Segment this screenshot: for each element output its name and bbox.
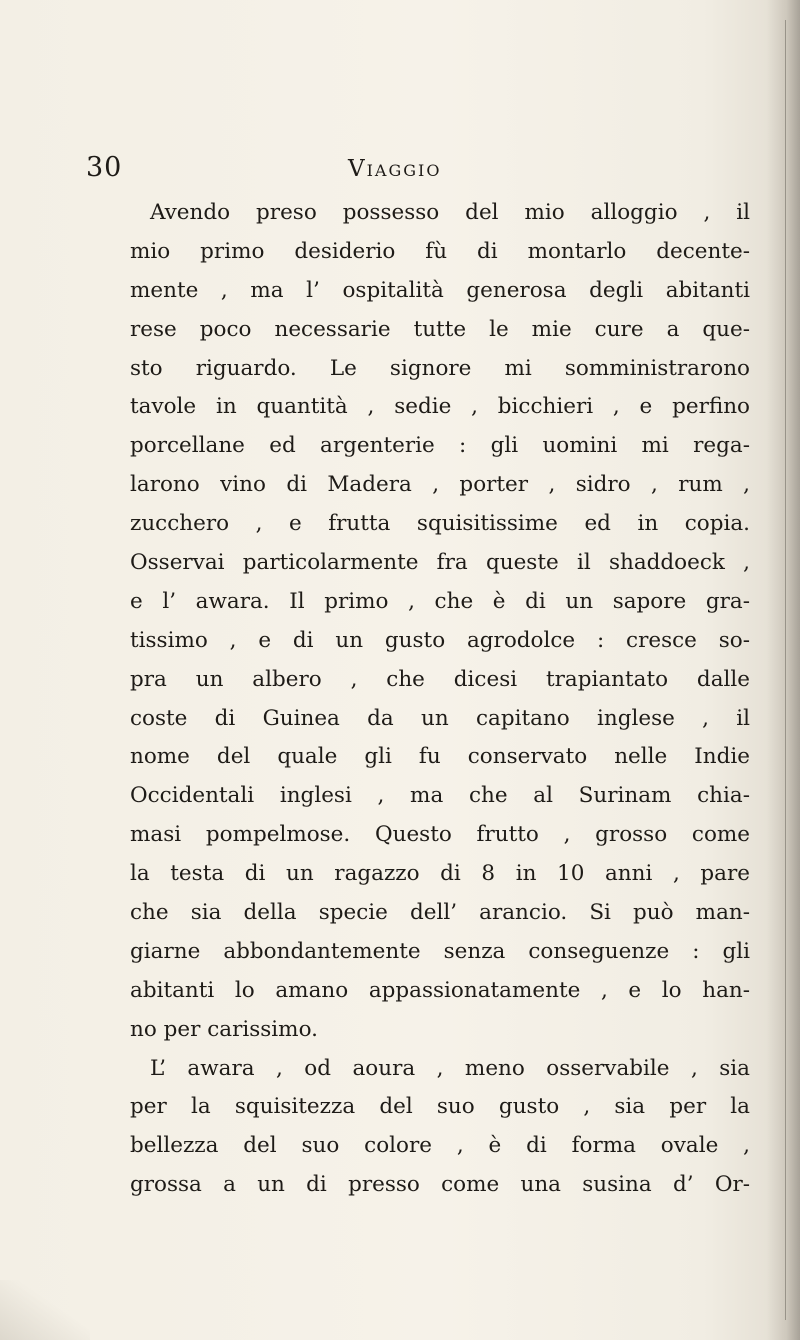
page-gutter-shadow	[766, 0, 800, 1340]
text-line: Avendo preso possesso del mio alloggio , il	[150, 200, 750, 225]
text-line: rese poco necessarie tutte le mie cure a que-	[130, 316, 750, 342]
paragraph-1	[130, 194, 750, 1050]
text-line: mente , ma l’ ospitalità generosa degli abitanti	[130, 277, 750, 303]
text-line: giarne abbondantemente senza conseguenze : gli	[130, 938, 750, 964]
text-line: L’ awara , od aoura , meno osservabile , sia	[150, 1055, 750, 1081]
text-line: la testa di un ragazzo di 8 in 10 anni , pare	[130, 861, 750, 887]
text-line: Osservai particolarmente fra queste il shaddoeck ,	[130, 550, 750, 576]
text-line: bellezza del suo colore , è di forma ovale ,	[130, 1133, 750, 1159]
running-head: Viaggio	[348, 156, 442, 182]
text-line: mio primo desiderio fù di montarlo decente-	[130, 238, 750, 264]
page-corner-shadow	[0, 1280, 90, 1340]
text-line: grossa a un di presso come una susina d’ Or-	[130, 1172, 750, 1198]
text-line: nome del quale gli fu conservato nelle Indie	[130, 744, 750, 770]
text-line: e l’ awara. Il primo , che è di un sapore gra-	[130, 588, 750, 614]
text-line: zucchero , e frutta squisitissime ed in copia.	[130, 511, 750, 537]
body-text	[130, 194, 750, 1205]
text-line: porcellane ed argenterie : gli uomini mi rega-	[130, 433, 750, 459]
text-line: coste di Guinea da un capitano inglese , il	[130, 705, 750, 731]
text-line: Occidentali inglesi , ma che al Surinam chia-	[130, 783, 750, 809]
text-line: che sia della specie dell’ arancio. Si può man-	[130, 900, 750, 926]
text-line: larono vino di Madera , porter , sidro , rum ,	[130, 472, 750, 498]
page-header	[0, 152, 800, 192]
text-line: no per carissimo.	[130, 1016, 318, 1042]
text-line: tavole in quantità , sedie , bicchieri , e perfino	[130, 394, 750, 420]
text-line: pra un albero , che dicesi trapiantato dalle	[130, 666, 750, 692]
paragraph-2	[130, 1050, 750, 1206]
page-number: 30	[86, 152, 123, 183]
text-line: masi pompelmose. Questo frutto , grosso come	[130, 822, 750, 848]
text-line: sto riguardo. Le signore mi somministrarono	[130, 355, 750, 381]
page-edge-line	[785, 20, 786, 1320]
text-line: abitanti lo amano appassionatamente , e lo han-	[130, 977, 750, 1003]
text-line: tissimo , e di un gusto agrodolce : cresce so-	[130, 627, 750, 653]
text-line: per la squisitezza del suo gusto , sia per la	[130, 1094, 750, 1120]
